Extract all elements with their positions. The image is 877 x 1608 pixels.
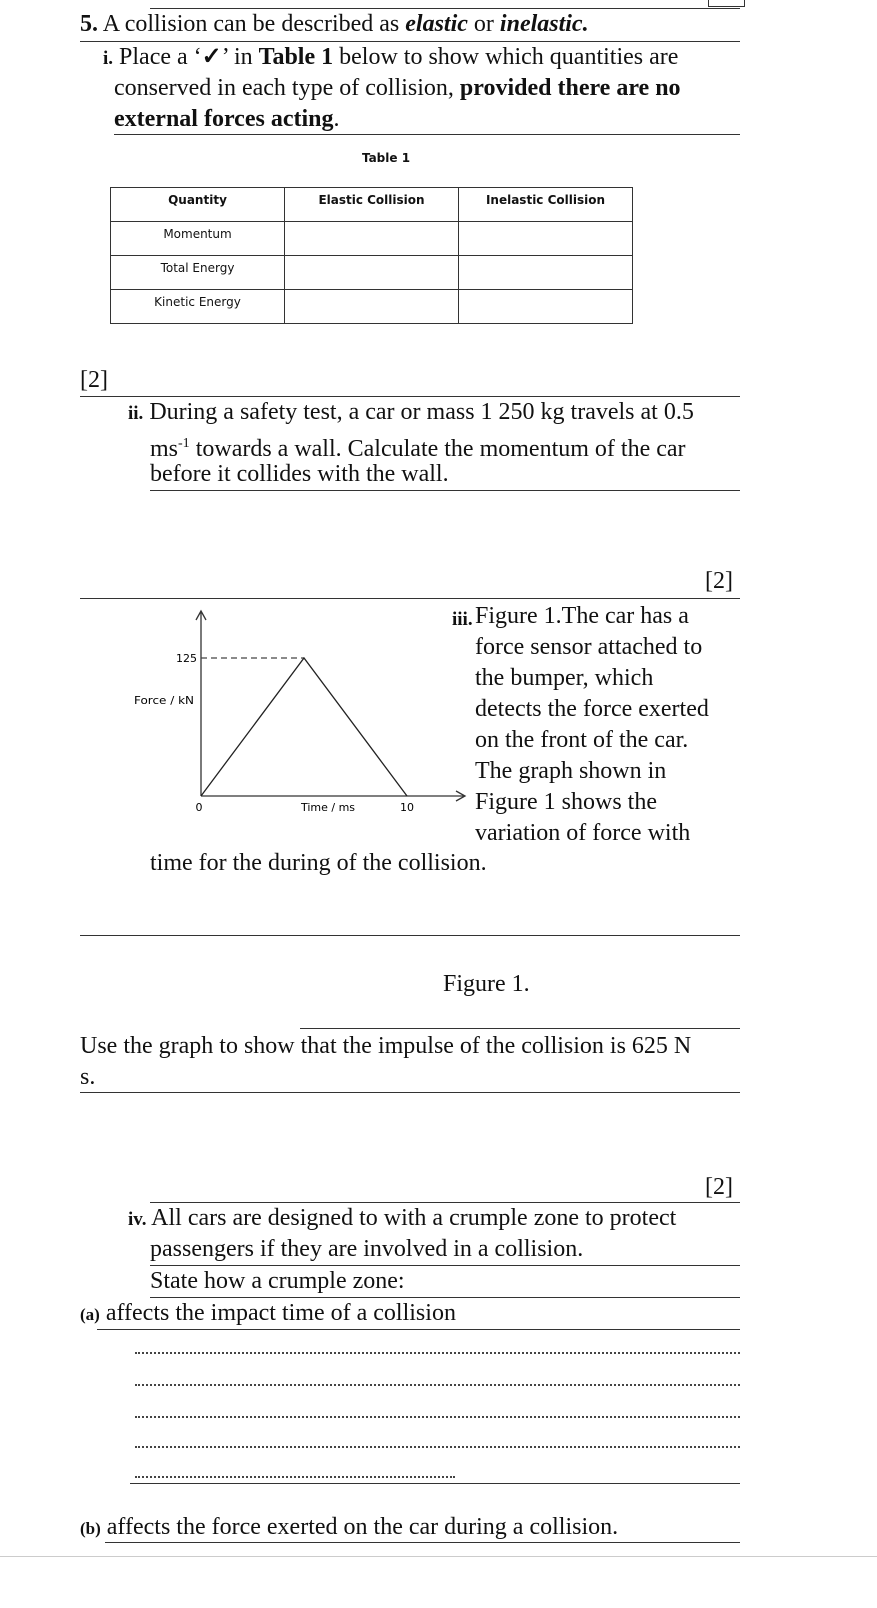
answer-space-ii[interactable] [80, 495, 740, 565]
rule-qiii [80, 935, 740, 936]
table-row [111, 290, 633, 324]
qi-text-d: conserved in each type of collision, [114, 75, 460, 101]
table-header-row [111, 188, 633, 222]
table-row [111, 222, 633, 256]
question-ii-label: ii. [128, 403, 144, 424]
figure-1-graph [134, 600, 470, 820]
rule-answer-a [130, 1483, 740, 1484]
answer-line[interactable] [135, 1476, 455, 1478]
mark-ii: [2] [705, 568, 733, 594]
y-axis [196, 611, 206, 796]
qiii-line: Figure 1 shows the [475, 789, 657, 815]
qii-unit-sup: -1 [178, 436, 190, 451]
part-b-text: affects the force exerted on the car during a collision. [106, 1514, 619, 1540]
answer-line[interactable] [135, 1352, 740, 1354]
qi-text-a: Place a ‘ [119, 44, 202, 70]
answer-cell-elastic-total-energy[interactable] [285, 256, 459, 290]
y-axis-label: Force / kN [134, 694, 194, 707]
rule-part-a [97, 1329, 740, 1330]
top-partial-mark [708, 0, 745, 7]
answer-line[interactable] [135, 1384, 740, 1386]
question-number: 5. [80, 11, 98, 37]
question-iv-line1 [128, 1203, 676, 1235]
qiii-line: detects the force exerted [475, 696, 709, 722]
answer-line[interactable] [135, 1416, 740, 1418]
answer-line[interactable] [135, 1446, 740, 1448]
qiii-line: force sensor attached to [475, 634, 703, 660]
part-b [80, 1512, 618, 1544]
intro-or: or [467, 11, 500, 37]
row-quantity: Momentum [111, 222, 285, 256]
qiv-text-a: All cars are designed to with a crumple zone to protect [151, 1205, 677, 1231]
answer-cell-inelastic-total-energy[interactable] [459, 256, 633, 290]
part-a-label: (a) [80, 1305, 100, 1324]
rule-impulse [80, 1092, 740, 1093]
qi-table-ref: Table 1 [258, 44, 334, 70]
qi-bold-a: provided there are no [459, 75, 681, 101]
qiii-line: Figure 1.The car has a [475, 603, 689, 629]
answer-space-iii[interactable] [80, 1097, 740, 1167]
intro-elastic: elastic [405, 11, 468, 37]
row-quantity: Kinetic Energy [111, 290, 285, 324]
intro-inelastic: inelastic. [499, 11, 589, 37]
question-iii-last-line: time for the during of the collision. [150, 850, 487, 876]
rule-qii [150, 490, 740, 491]
table-row [111, 256, 633, 290]
qi-text-b: ’ in [221, 44, 259, 70]
question-i-label: i. [103, 48, 114, 69]
impulse-line2: s. [80, 1064, 96, 1090]
header-quantity: Quantity [111, 188, 285, 222]
header-elastic: Elastic Collision [285, 188, 459, 222]
figure-caption: Figure 1. [443, 971, 530, 997]
x-axis [201, 791, 465, 801]
answer-cell-inelastic-kinetic-energy[interactable] [459, 290, 633, 324]
row-quantity: Total Energy [111, 256, 285, 290]
qii-text-a: During a safety test, a car or mass 1 250 kg travels at 0.5 [149, 399, 694, 425]
qiii-line: variation of force with [475, 820, 691, 846]
answer-cell-elastic-momentum[interactable] [285, 222, 459, 256]
origin-label: 0 [195, 801, 203, 814]
mark-i: [2] [80, 367, 108, 393]
mark-iii: [2] [705, 1174, 733, 1200]
qi-text-c: below to show which quantities are [333, 44, 679, 70]
qii-text-b: towards a wall. Calculate the momentum of the car [189, 436, 686, 462]
question-5-intro [80, 9, 589, 40]
answer-cell-inelastic-momentum[interactable] [459, 222, 633, 256]
answer-cell-elastic-kinetic-energy[interactable] [285, 290, 459, 324]
question-iii-text [475, 601, 709, 849]
rule-figure [300, 1028, 740, 1029]
question-i-line3 [114, 104, 339, 135]
question-i-line1 [103, 42, 678, 74]
rule-qi [114, 134, 740, 135]
page-bottom-edge [0, 1556, 877, 1557]
part-a [80, 1298, 456, 1330]
y-tick-label: 125 [176, 652, 197, 665]
x-axis-label: Time / ms [300, 801, 356, 814]
qii-unit: ms [150, 436, 179, 462]
question-ii-line1 [128, 397, 694, 429]
question-iv-label: iv. [128, 1209, 147, 1230]
question-i-line2 [114, 73, 681, 104]
question-iv-line3: State how a crumple zone: [150, 1268, 405, 1294]
x-tick-label: 10 [400, 801, 414, 814]
intro-text: A collision can be described as [102, 11, 406, 37]
table-1 [110, 187, 633, 324]
header-inelastic: Inelastic Collision [459, 188, 633, 222]
table-caption: Table 1 [361, 151, 411, 165]
question-iii-label: iii. [452, 609, 473, 630]
part-b-label: (b) [80, 1519, 101, 1538]
check-mark: ✓ [201, 44, 222, 70]
rule-part-b [105, 1542, 740, 1543]
part-a-text: affects the impact time of a collision [105, 1300, 456, 1326]
qiii-line: The graph shown in [475, 758, 667, 784]
qiii-line: the bumper, which [475, 665, 654, 691]
qi-bold-b: external forces acting [114, 106, 334, 132]
qiii-line: on the front of the car. [475, 727, 689, 753]
force-time-line [201, 658, 407, 796]
question-ii-line3: before it collides with the wall. [150, 461, 449, 487]
qi-text-e: . [333, 106, 340, 132]
question-iv-line2: passengers if they are involved in a collision. [150, 1236, 584, 1262]
impulse-line1: Use the graph to show that the impulse of the collision is 625 N [80, 1033, 692, 1059]
rule-mark-ii [80, 598, 740, 599]
